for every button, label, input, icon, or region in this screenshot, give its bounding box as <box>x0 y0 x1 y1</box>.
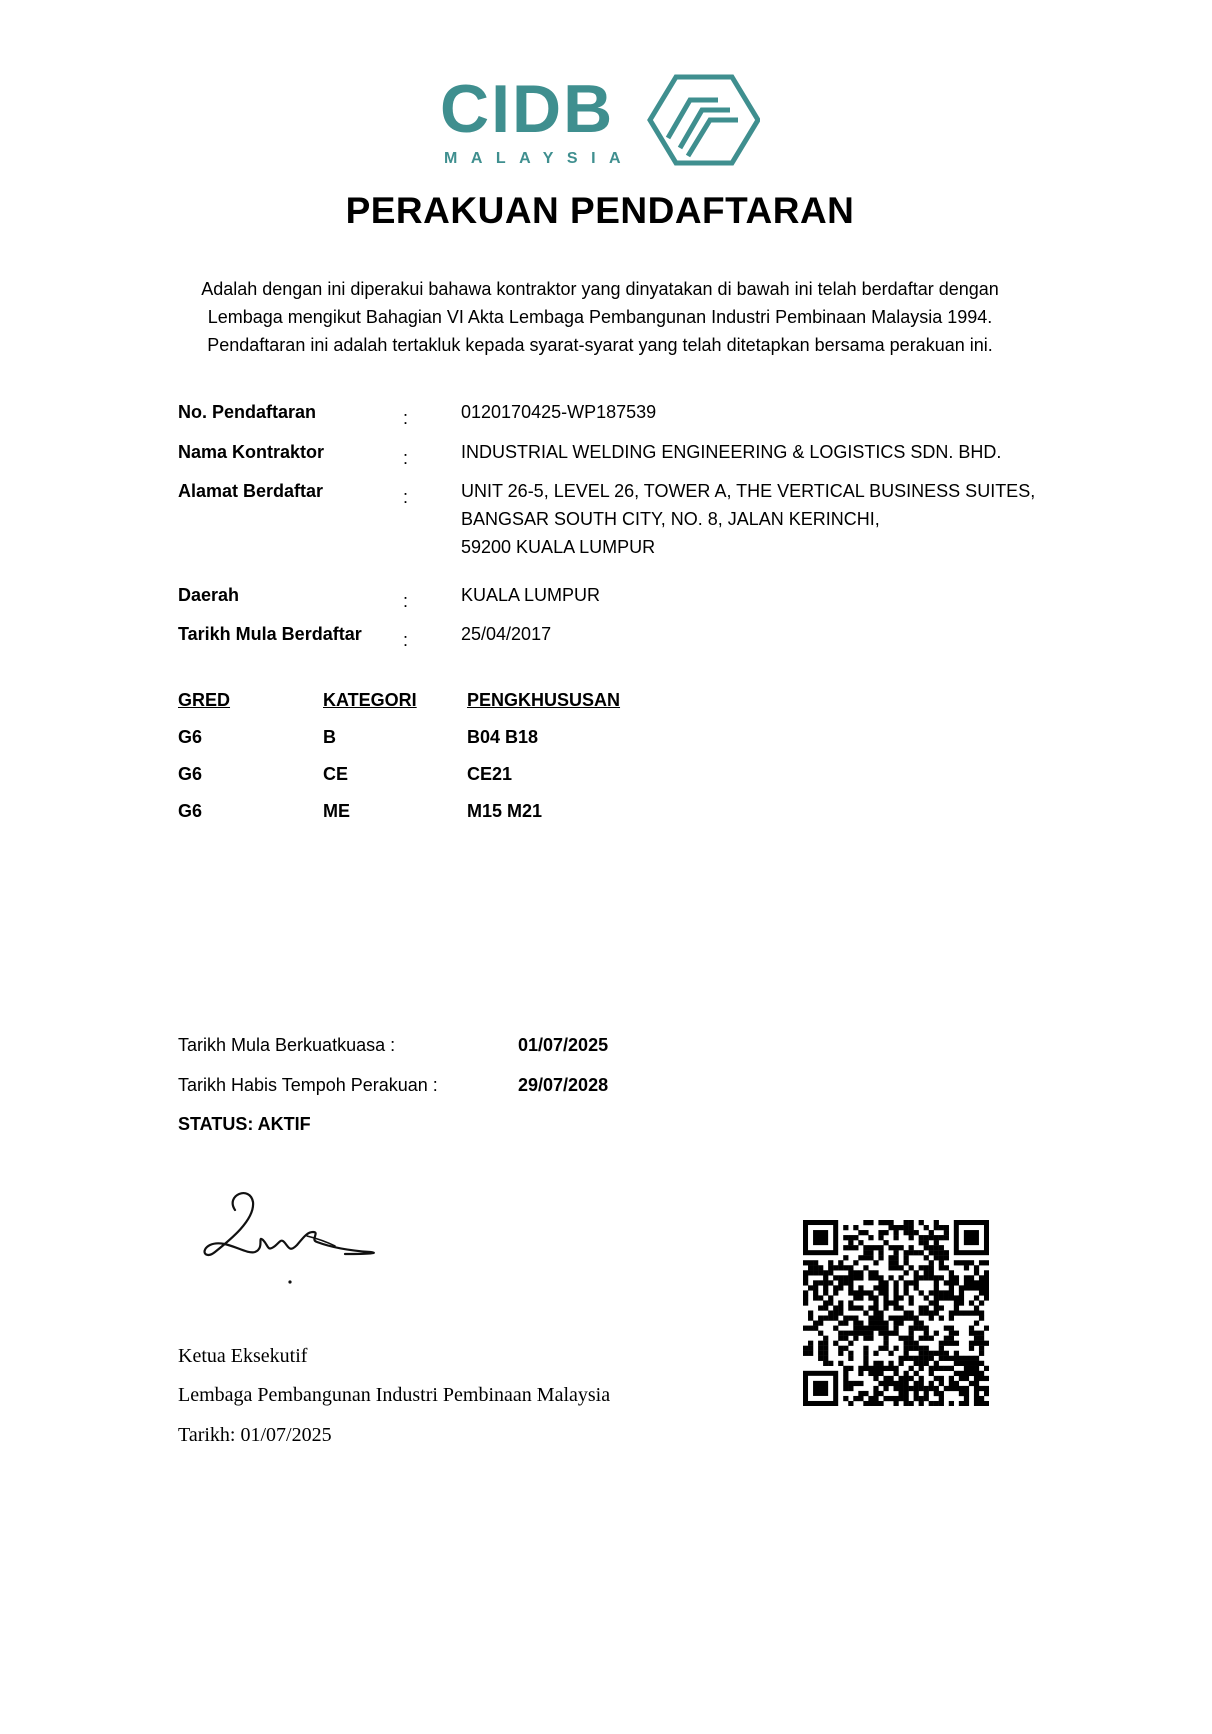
field-value-address <box>461 477 1161 561</box>
field-label: Alamat Berdaftar <box>178 481 324 501</box>
address-line: UNIT 26-5, LEVEL 26, TOWER A, THE VERTICAL BUSINESS SUITES, <box>461 481 1036 501</box>
signature <box>195 1180 395 1290</box>
intro-line: Pendaftaran ini adalah tertakluk kepada syarat-syarat yang telah ditetapkan bersama perakuan ini. <box>207 335 993 355</box>
field-value: KUALA LUMPUR <box>461 585 601 605</box>
cell-pengkhususan: CE21 <box>467 764 513 784</box>
validity-habis-value: 29/07/2028 <box>518 1075 609 1095</box>
cell-gred: G6 <box>178 727 203 747</box>
signature-date: Tarikh: 01/07/2025 <box>178 1424 332 1446</box>
field-label: Daerah <box>178 585 240 605</box>
signatory-role: Ketua Eksekutif <box>178 1345 308 1367</box>
address-line: BANGSAR SOUTH CITY, NO. 8, JALAN KERINCHI, <box>461 509 880 529</box>
field-label: Nama Kontraktor <box>178 442 325 462</box>
svg-text:CIDB: CIDB <box>440 71 615 147</box>
field-value: 25/04/2017 <box>461 624 552 644</box>
cell-kategori: B <box>323 727 336 747</box>
cell-kategori: CE <box>323 764 349 784</box>
field-value: 0120170425-WP187539 <box>461 402 657 422</box>
cell-pengkhususan: B04 B18 <box>467 727 539 747</box>
field-colon: : <box>403 591 409 611</box>
field-colon: : <box>403 408 409 428</box>
validity-mula-label: Tarikh Mula Berkuatkuasa : <box>178 1035 396 1055</box>
cell-kategori: ME <box>323 801 350 821</box>
header-gred: GRED <box>178 690 231 710</box>
field-colon: : <box>403 630 409 650</box>
cell-gred: G6 <box>178 801 203 821</box>
field-label: Tarikh Mula Berdaftar <box>178 624 362 644</box>
cell-pengkhususan: M15 M21 <box>467 801 543 821</box>
svg-text:MALAYSIA: MALAYSIA <box>444 150 635 167</box>
qr-code-graphic <box>803 1220 989 1406</box>
cell-gred: G6 <box>178 764 203 784</box>
intro-paragraph <box>150 275 1050 359</box>
address-line: 59200 KUALA LUMPUR <box>461 537 656 557</box>
validity-habis-label: Tarikh Habis Tempoh Perakuan : <box>178 1075 438 1095</box>
intro-line: Lembaga mengikut Bahagian VI Akta Lembaga Pembangunan Industri Pembinaan Malaysia 1994. <box>207 307 993 327</box>
intro-line: Adalah dengan ini diperakui bahawa kontraktor yang dinyatakan di bawah ini telah berdaftar dengan <box>201 279 999 299</box>
field-colon: : <box>403 487 409 507</box>
cidb-logo <box>440 70 760 170</box>
status-badge: STATUS: AKTIF <box>178 1114 311 1134</box>
header-kategori: KATEGORI <box>323 690 417 710</box>
qr-code-icon <box>803 1220 989 1406</box>
validity-mula-value: 01/07/2025 <box>518 1035 609 1055</box>
field-colon: : <box>403 448 409 468</box>
page-title: PERAKUAN PENDAFTARAN <box>345 190 855 231</box>
header-pengkhususan: PENGKHUSUSAN <box>467 690 621 710</box>
signatory-organization: Lembaga Pembangunan Industri Pembinaan Malaysia <box>178 1384 611 1406</box>
field-label: No. Pendaftaran <box>178 402 317 422</box>
field-value: INDUSTRIAL WELDING ENGINEERING & LOGISTICS SDN. BHD. <box>461 442 1002 462</box>
